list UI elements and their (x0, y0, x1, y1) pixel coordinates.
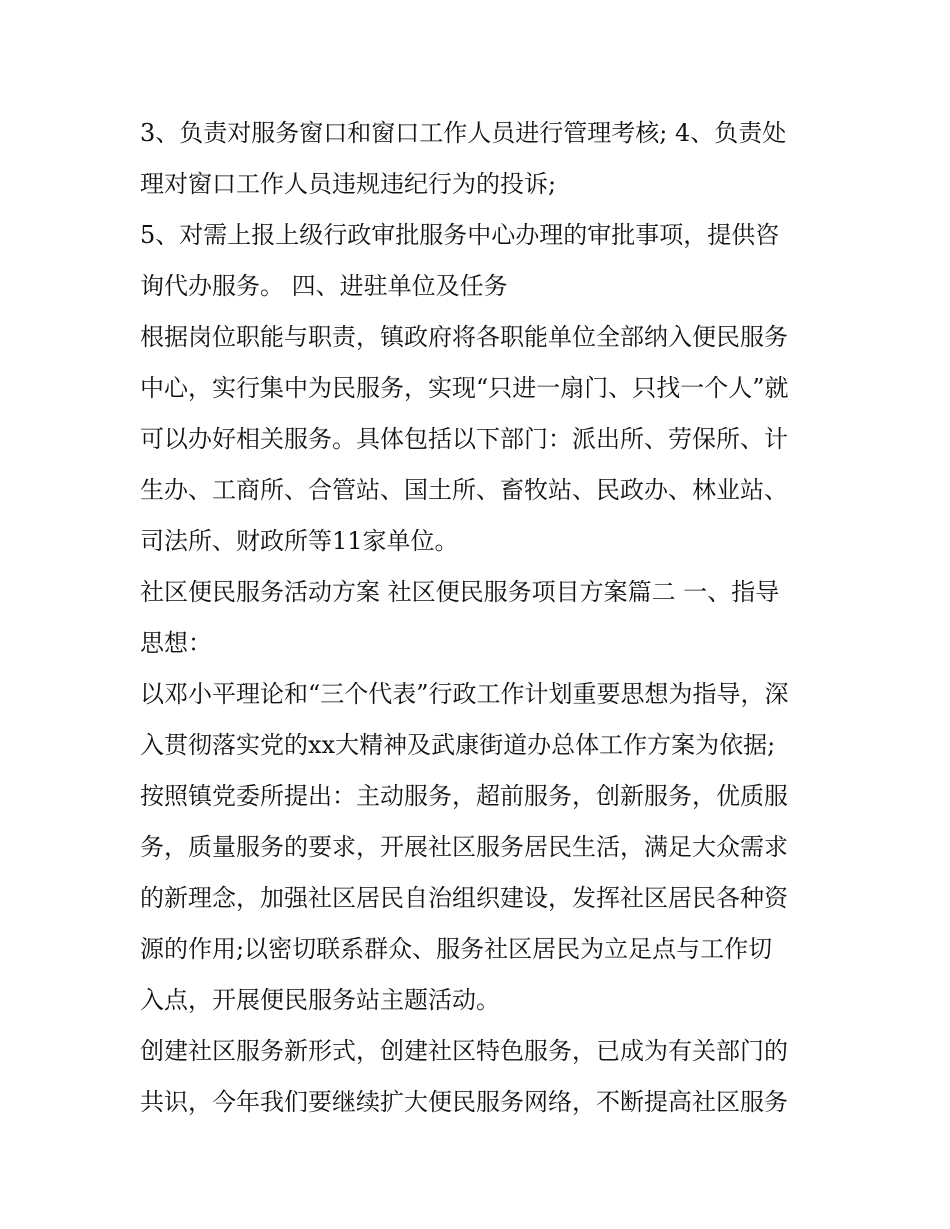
text-line: 入贯彻落实党的xx大精神及武康街道办总体工作方案为依据; (140, 731, 776, 759)
text-line: 根据岗位职能与职责，镇政府将各职能单位全部纳入便民服务 (140, 323, 788, 351)
text-line: 创建社区服务新形式，创建社区特色服务，已成为有关部门的 (140, 1037, 788, 1065)
text-line: 3、负责对服务窗口和窗口工作人员进行管理考核; 4、负责处 (140, 119, 787, 147)
text-line: 可以办好相关服务。具体包括以下部门：派出所、劳保所、计 (140, 425, 788, 453)
text-line: 生办、工商所、合管站、国土所、畜牧站、民政办、林业站、 (140, 476, 788, 504)
text-line: 共识，今年我们要继续扩大便民服务网络，不断提高社区服务 (140, 1088, 788, 1116)
text-line: 询代办服务。 四、进驻单位及任务 (140, 272, 508, 300)
text-line: 思想： (140, 629, 212, 657)
text-line: 以邓小平理论和“三个代表”行政工作计划重要思想为指导，深 (140, 680, 789, 708)
text-line: 5、对需上报上级行政审批服务中心办理的审批事项，提供咨 (140, 221, 780, 249)
text-line: 务，质量服务的要求，开展社区服务居民生活，满足大众需求 (140, 833, 788, 861)
text-line: 司法所、财政所等11家单位。 (140, 527, 459, 555)
text-line: 的新理念，加强社区居民自治组织建设，发挥社区居民各种资 (140, 884, 788, 912)
document-body (140, 108, 820, 1128)
text-line: 源的作用;以密切联系群众、服务社区居民为立足点与工作切 (140, 935, 773, 963)
text-line: 中心，实行集中为民服务，实现“只进一扇门、只找一个人”就 (140, 374, 789, 402)
text-line: 社区便民服务活动方案 社区便民服务项目方案篇二 一、指导 (140, 578, 780, 606)
text-line: 入点，开展便民服务站主题活动。 (140, 986, 500, 1014)
text-line: 理对窗口工作人员违规违纪行为的投诉; (140, 170, 557, 198)
text-line: 按照镇党委所提出：主动服务，超前服务，创新服务，优质服 (140, 782, 788, 810)
